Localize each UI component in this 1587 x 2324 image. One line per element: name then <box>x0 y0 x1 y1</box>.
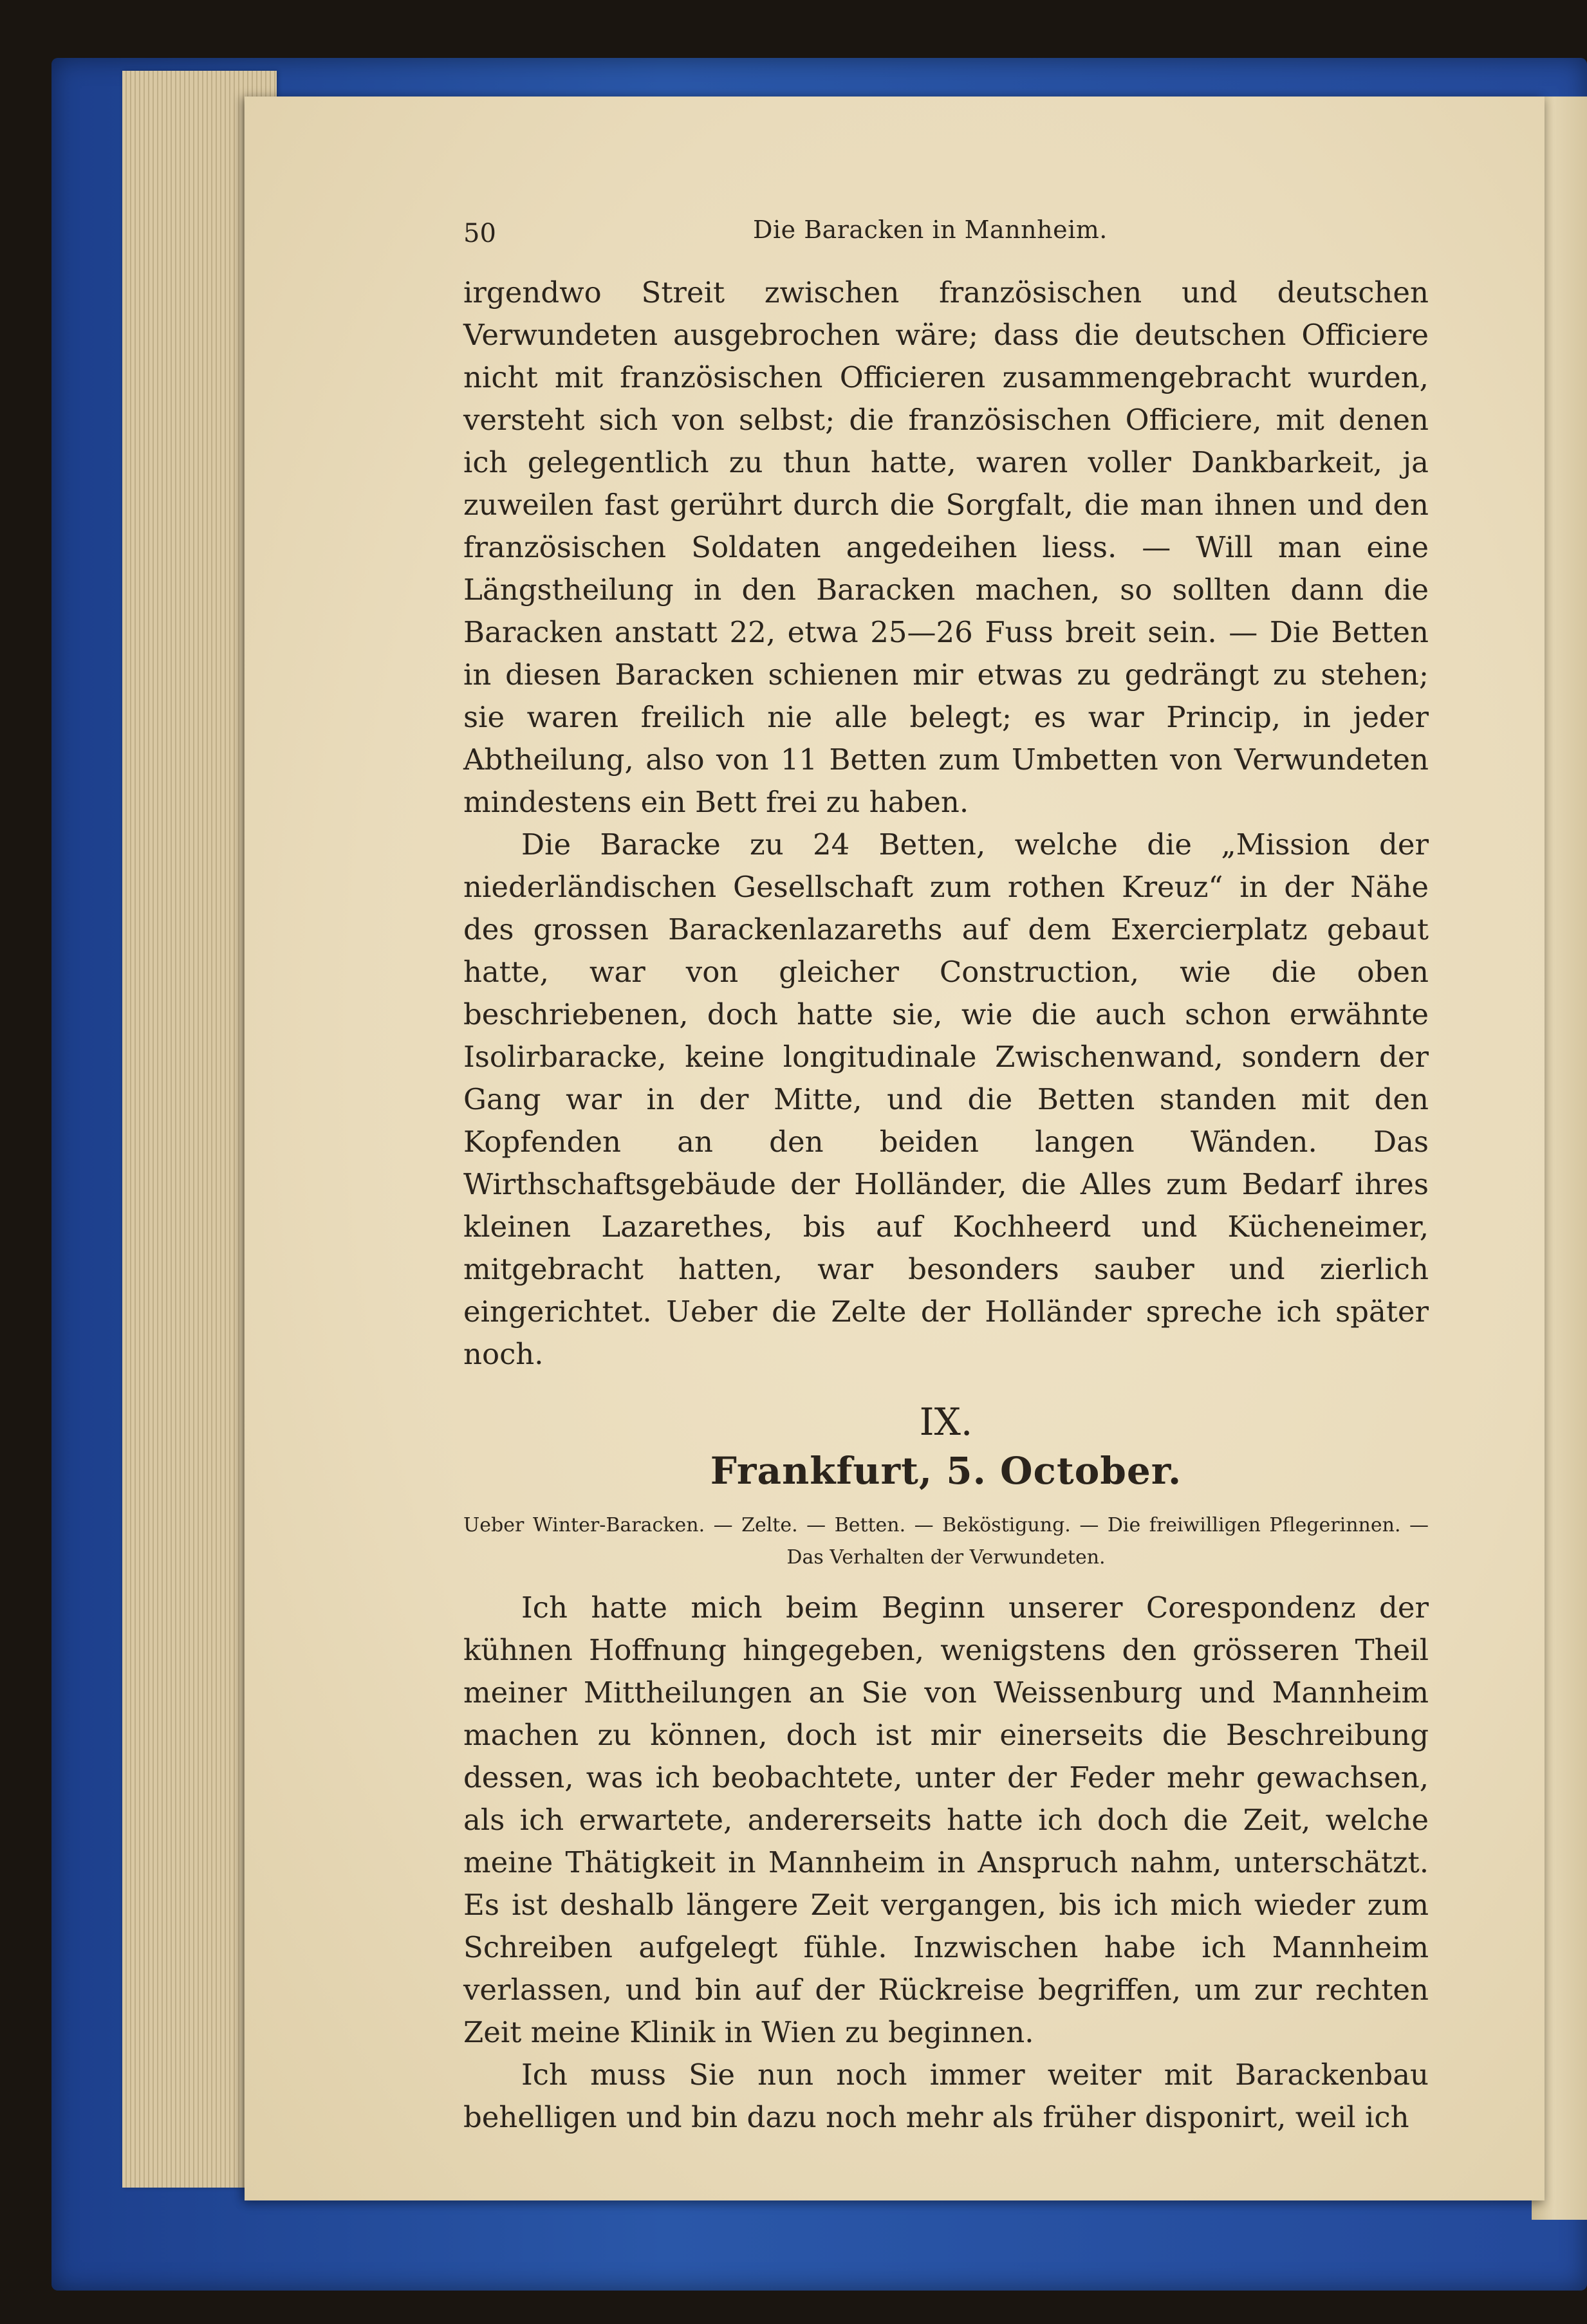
running-title: Die Baracken in Mannheim. <box>753 216 1108 244</box>
chapter-number: IX. <box>919 1400 973 1444</box>
paragraph: Die Baracke zu 24 Betten, welche die „Mission der niederländischen Gesellschaft zum rothen Kreuz“ in der Nähe des grossen Barackenlazareths auf dem Exercierplatz gebaut hatte, war von gleicher Construction, wie die oben beschriebenen, doch hatte sie, wie die auch schon erwähnte Isolirbaracke, keine longitudinale Zwischenwand, sondern der Gang war in der Mitte, und die Betten standen mit den Kopfenden an den beiden langen Wänden. Das Wirthschaftsgebäude der Holländer, die Alles zum Bedarf ihres kleinen Lazarethes, bis auf Kochheerd und Kücheneimer, mitgebracht hatten, war besonders sauber und zierlich eingerichtet. Ueber die Zelte der Holländer spreche ich später noch. <box>463 827 1429 1371</box>
paragraph: Ich hatte mich beim Beginn unserer Corespondenz der kühnen Hoffnung hingegeben, wenigstens den grösseren Theil meiner Mittheilungen an Sie von Weissenburg und Mannheim machen zu können, doch ist mir einerseits die Beschreibung dessen, was ich beobachtete, unter der Feder mehr gewachsen, als ich erwartete, andererseits hatte ich doch die Zeit, welche meine Thätigkeit in Mannheim in Anspruch nahm, unterschätzt. Es ist deshalb längere Zeit vergangen, bis ich mich wieder zum Schreiben aufgelegt fühle. Inzwischen habe ich Mannheim verlassen, und bin auf der Rückreise begriffen, um zur rechten Zeit meine Klinik in Wien zu beginnen. <box>463 1591 1429 2049</box>
chapter-summary: Ueber Winter-Baracken. — Zelte. — Betten. — Beköstigung. — Die freiwilligen Pflegerinnen. — Das Verhalten der Verwundeten. <box>463 1514 1429 1569</box>
paragraph: Ich muss Sie nun noch immer weiter mit Barackenbau behelligen und bin dazu noch mehr als früher disponirt, weil ich <box>463 2058 1429 2134</box>
chapter-title: Frankfurt, 5. October. <box>710 1449 1182 1493</box>
page-number: 50 <box>463 219 496 248</box>
paragraph: irgendwo Streit zwischen französischen und deutschen Verwundeten ausgebrochen wäre; dass die deutschen Officiere nicht mit französischen Officieren zusammengebracht wurden, versteht sich von selbst; die französischen Officiere, mit denen ich gelegentlich zu thun hatte, waren voller Dankbarkeit, ja zuweilen fast gerührt durch die Sorgfalt, die man ihnen und den französischen Soldaten angedeihen liess. — Will man eine Längstheilung in den Baracken machen, so sollten dann die Baracken anstatt 22, etwa 25—26 Fuss breit sein. — Die Betten in diesen Baracken schienen mir etwas zu gedrängt zu stehen; sie waren freilich nie alle belegt; es war Princip, in jeder Abtheilung, also von 11 Betten zum Umbetten von Verwundeten mindestens ein Bett frei zu haben. <box>463 275 1429 819</box>
running-head <box>463 212 1429 257</box>
page-text <box>463 212 1429 2139</box>
